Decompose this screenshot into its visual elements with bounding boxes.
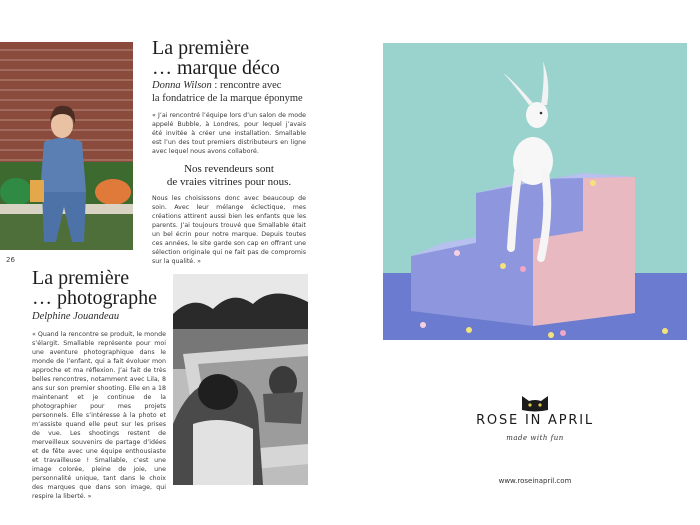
article1-interviewee: Donna Wilson <box>152 80 212 91</box>
article1-heading-2: Nos revendeurs sont de vraies vitrines pour nous. <box>166 163 292 188</box>
donna-wilson-photo <box>0 42 133 250</box>
article2-interviewee: Delphine Jouandeau <box>32 311 120 322</box>
page-number: 26 <box>6 256 15 264</box>
article2-title: La première … photographe <box>32 267 157 309</box>
brand-url[interactable]: www.roseinapril.com <box>498 477 572 485</box>
article1-paragraph-2: Nous les choisissons donc avec beaucoup de soin. Avec leur mélange éclectique, mes créations attirent aussi bien les enfants que les parents. J’ai toujours trouvé que Smallable était un bel écrin pour notre marque. Depuis toutes ces années, le site garde son cap en offrant une sélection originale qui ne fait pas de compromis sur la qualité. » <box>152 195 306 265</box>
article1-paragraph-1: « J’ai rencontré l’équipe lors d’un salon de mode appelé Bubble, à Londres, pour lequel j’avais été invitée à créer une installation. Smallable est l’un des tout premiers distributeurs en ligne avec lequel nous avons collaboré. <box>152 112 306 155</box>
article1-subtitle-line2: la fondatrice de la marque éponyme <box>152 93 303 104</box>
cat-logo-icon <box>519 394 551 412</box>
article2-paragraph: « Quand la rencontre se produit, le monde s’élargit. Smallable représente pour moi une aventure photographique dans le monde de l’enfant, qui a fait évoluer mon approche et ma réflexion. J’ai fait de très belles rencontres, notamment avec Lila, 8 ans sur son premier shooting. Elle en a 18 maintenant et je continue de la photographier pour mes projets personnels. Elle s’intéresse à la photo et m’assiste quand elle peut sur les prises de vue. Les shootings restent de merveilleux souvenirs de partage d’idées et de fête avec une équipe enthousiaste et travailleuse ! Smallable, c’est une image colorée, pleine de joie, une personnalité unique, tant dans le choix des marques que dans son image, qui respire la liberté. » <box>32 331 166 500</box>
article1-title: La première … marque déco <box>152 37 280 79</box>
article1-subtitle <box>152 80 281 91</box>
brand-name: ROSE IN APRIL <box>476 413 594 428</box>
brand-tagline: made with fun <box>506 434 564 442</box>
photographer-bw-photo <box>173 274 308 485</box>
article1-subtitle-rest: : rencontre avec <box>211 80 282 91</box>
bunny-lamp-photo <box>383 43 687 340</box>
